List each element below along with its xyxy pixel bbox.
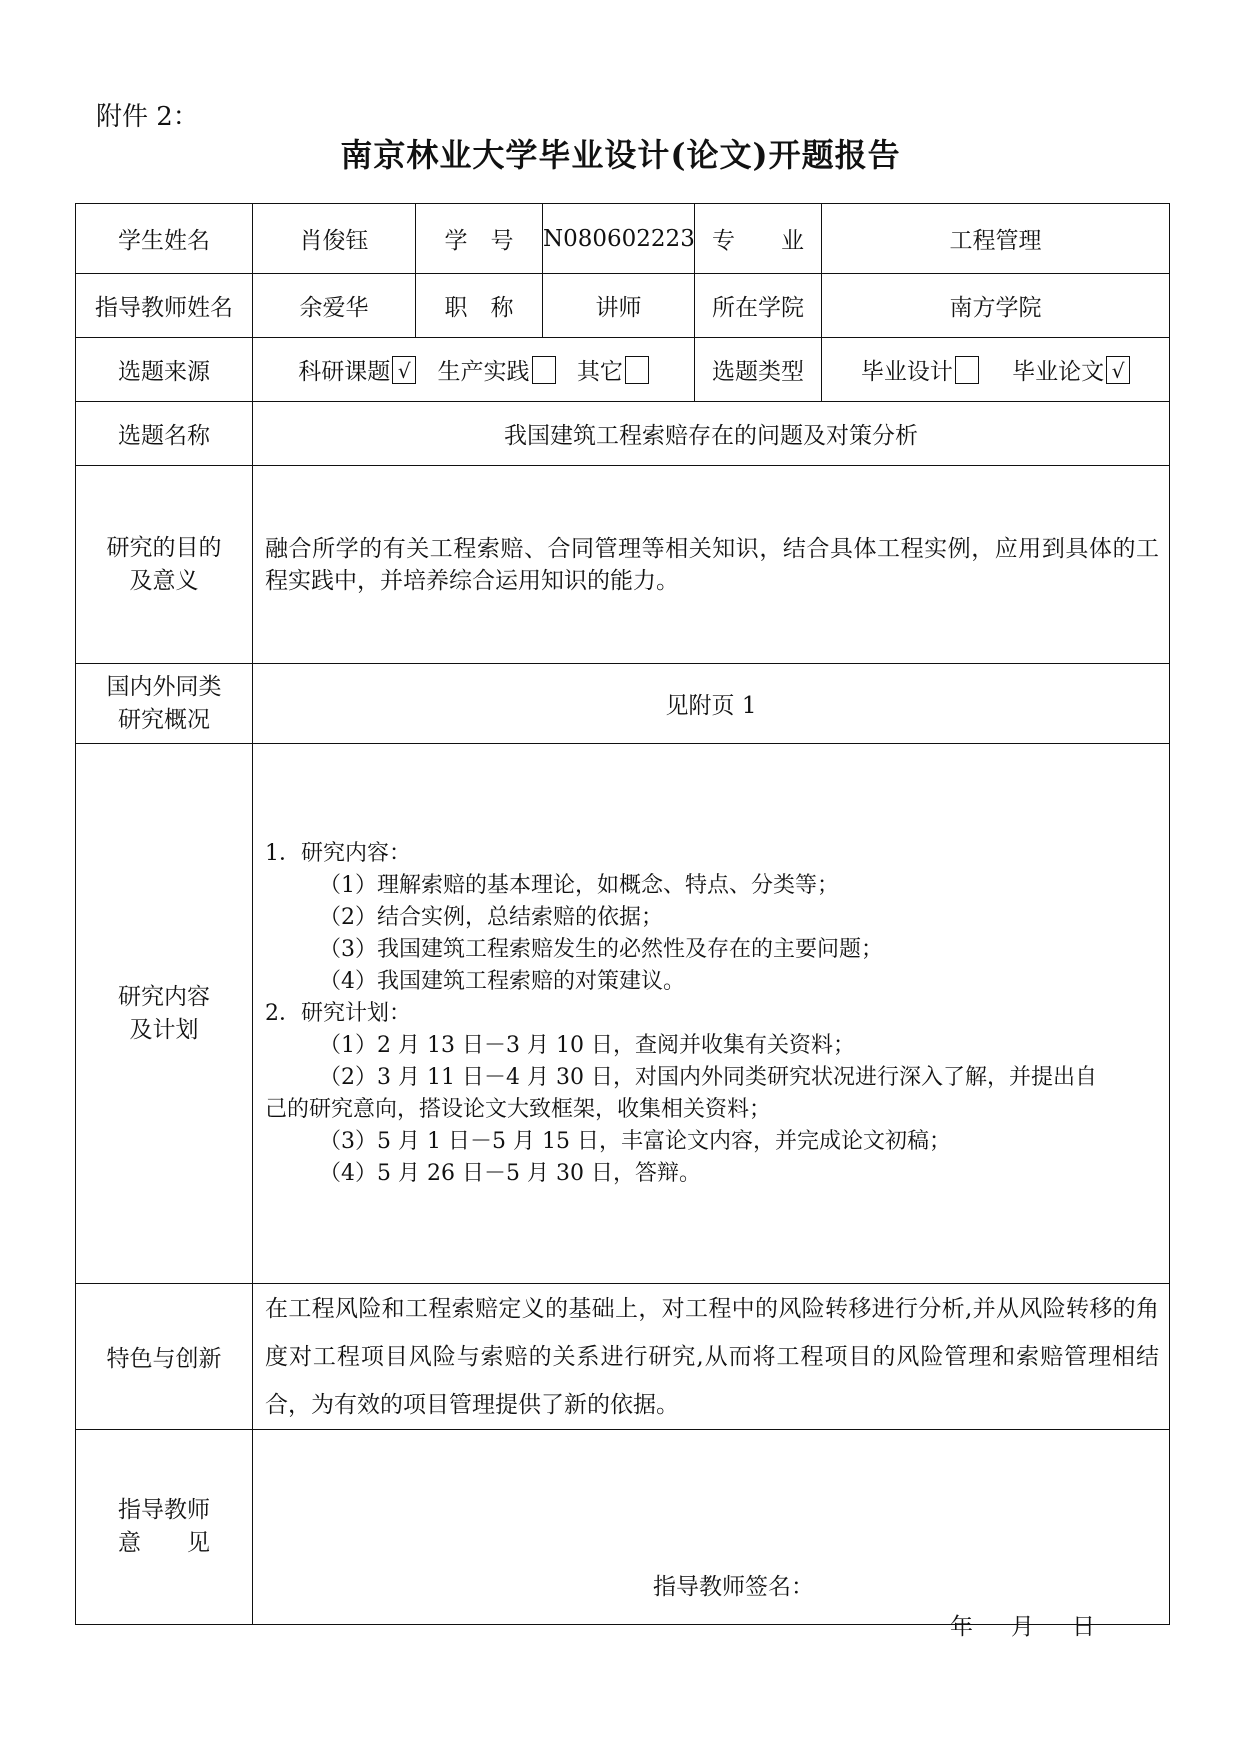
type-option-design-label: 毕业设计 [860, 359, 953, 385]
type-option-design[interactable] [861, 353, 979, 386]
topic-name-label: 选题名称 [76, 402, 253, 466]
topic-source-row [76, 338, 1170, 402]
topic-name-value: 我国建筑工程索赔存在的问题及对策分析 [253, 402, 1170, 466]
advisor-name-value: 余爱华 [253, 274, 416, 338]
source-option-other-checkbox[interactable] [625, 356, 649, 384]
overview-text: 见附页 1 [253, 664, 1170, 744]
major-label: 专 业 [695, 204, 822, 274]
innovation-cell [253, 1284, 1170, 1430]
signature-date [912, 1608, 1095, 1641]
advisor-title-label: 职 称 [416, 274, 543, 338]
type-option-thesis-label: 毕业论文 [1012, 359, 1105, 385]
college-value: 南方学院 [822, 274, 1170, 338]
date-day: 日 [1072, 1614, 1095, 1640]
source-option-research[interactable] [298, 353, 416, 386]
page-title: 南京林业大学毕业设计(论文)开题报告 [340, 136, 901, 174]
topic-name-row [76, 402, 1170, 466]
purpose-cell [253, 466, 1170, 664]
content-line-8: （2）3 月 11 日－4 月 30 日，对国内外同类研究状况进行深入了解，并提出自 [319, 1064, 1097, 1090]
innovation-row [76, 1284, 1170, 1430]
content-line-3: （2）结合实例，总结索赔的依据； [319, 904, 663, 930]
purpose-label-line2: 及意义 [129, 567, 199, 594]
advisor-opinion-label-line1: 指导教师 [118, 1497, 210, 1523]
date-year: 年 [950, 1614, 973, 1640]
type-option-thesis-checkbox[interactable]: √ [1106, 356, 1130, 384]
content-plan-label [76, 744, 253, 1284]
content-line-5: （4）我国建筑工程索赔的对策建议。 [319, 968, 685, 994]
overview-label-line1: 国内外同类 [106, 673, 222, 700]
date-month: 月 [1011, 1614, 1034, 1640]
purpose-label [76, 466, 253, 664]
signature-area [253, 1430, 1169, 1640]
major-value: 工程管理 [822, 204, 1170, 274]
content-line-7: （1）2 月 13 日－3 月 10 日，查阅并收集有关资料； [319, 1032, 855, 1058]
advisor-opinion-label-line2: 意 见 [118, 1530, 210, 1556]
purpose-text: 融合所学的有关工程索赔、合同管理等相关知识，结合具体工程实例，应用到具体的工程实践中，并培养综合运用知识的能力。 [265, 535, 1159, 594]
purpose-label-line1: 研究的目的 [106, 534, 222, 561]
innovation-label: 特色与创新 [76, 1284, 253, 1430]
advisor-opinion-label [76, 1430, 253, 1625]
content-plan-text [253, 838, 1169, 1190]
content-line-6: 2．研究计划： [265, 1000, 411, 1026]
purpose-row [76, 466, 1170, 664]
student-info-row [76, 204, 1170, 274]
advisor-opinion-row [76, 1430, 1170, 1625]
overview-label [76, 664, 253, 744]
topic-source-options [253, 338, 695, 402]
type-option-thesis[interactable] [1012, 353, 1130, 386]
advisor-name-label: 指导教师姓名 [76, 274, 253, 338]
advisor-signature-label: 指导教师签名： [653, 1574, 814, 1600]
attachment-label: 附件 2： [96, 102, 199, 132]
content-line-1: 1．研究内容： [265, 840, 411, 866]
student-id-label: 学 号 [416, 204, 543, 274]
source-option-production-checkbox[interactable] [532, 356, 556, 384]
student-name-label: 学生姓名 [76, 204, 253, 274]
content-plan-label-line2: 及计划 [129, 1016, 199, 1043]
advisor-opinion-cell [253, 1430, 1170, 1640]
content-line-4: （3）我国建筑工程索赔发生的必然性及存在的主要问题； [319, 936, 883, 962]
college-label: 所在学院 [695, 274, 822, 338]
source-option-research-label: 科研课题 [298, 359, 391, 385]
source-option-research-checkbox[interactable]: √ [392, 356, 416, 384]
content-plan-cell [253, 744, 1170, 1284]
topic-type-options [822, 338, 1170, 402]
source-option-production-label: 生产实践 [437, 359, 530, 385]
content-line-2: （1）理解索赔的基本理论，如概念、特点、分类等； [319, 872, 839, 898]
student-name-value: 肖俊钰 [253, 204, 416, 274]
topic-type-label: 选题类型 [695, 338, 822, 402]
content-line-9: 己的研究意向，搭设论文大致框架，收集相关资料； [265, 1096, 772, 1122]
content-plan-label-line1: 研究内容 [118, 983, 210, 1010]
report-form-table [75, 203, 1170, 1640]
source-option-other-label: 其它 [576, 359, 623, 385]
overview-label-line2: 研究概况 [118, 706, 210, 733]
overview-row [76, 664, 1170, 744]
advisor-title-value: 讲师 [543, 274, 695, 338]
topic-source-label: 选题来源 [76, 338, 253, 402]
source-option-production[interactable] [438, 353, 556, 386]
content-plan-row [76, 744, 1170, 1284]
type-option-design-checkbox[interactable] [955, 356, 979, 384]
student-id-value: N080602223 [543, 204, 695, 274]
content-line-10: （3）5 月 1 日－5 月 15 日，丰富论文内容，并完成论文初稿； [319, 1128, 951, 1154]
content-line-11: （4）5 月 26 日－5 月 30 日，答辩。 [319, 1160, 701, 1186]
advisor-info-row [76, 274, 1170, 338]
source-option-other[interactable] [577, 353, 649, 386]
innovation-text: 在工程风险和工程索赔定义的基础上，对工程中的风险转移进行分析,并从风险转移的角度对工程项目风险与索赔的关系进行研究,从而将工程项目的风险管理和索赔管理相结合，为有效的项目管理提供了新的依据。 [265, 1295, 1159, 1418]
